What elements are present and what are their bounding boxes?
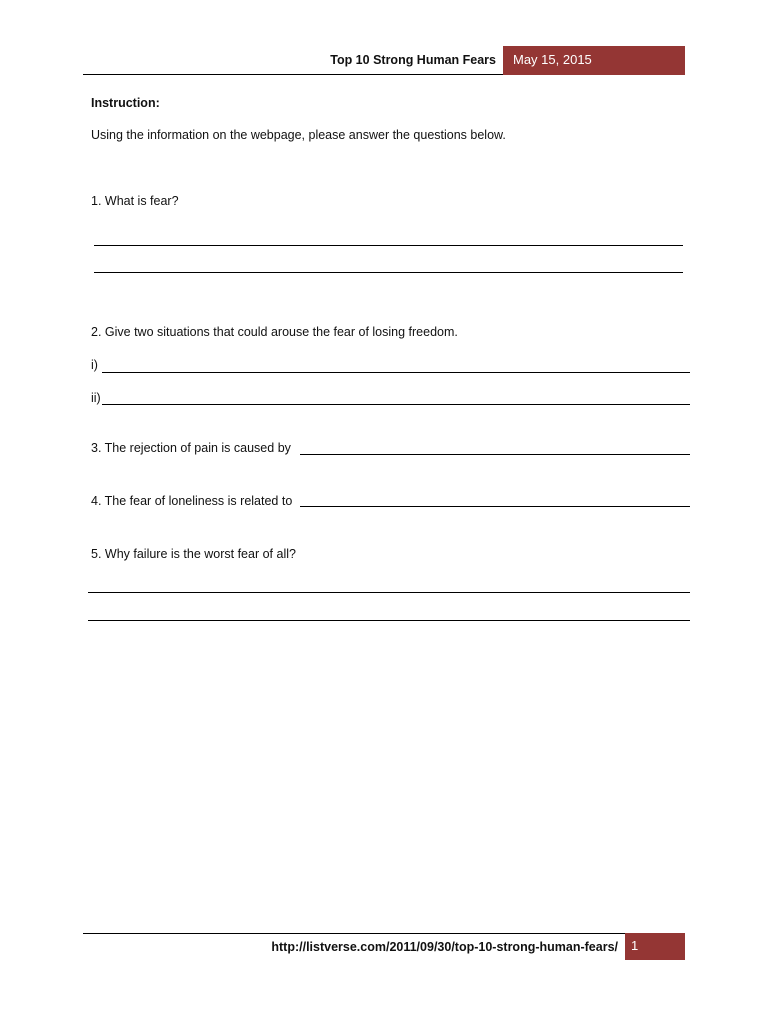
question-5: 5. Why failure is the worst fear of all? [91,547,296,561]
question-2: 2. Give two situations that could arouse the fear of losing freedom. [91,325,458,339]
answer-line-1b[interactable] [94,272,683,273]
header-rule [83,74,503,75]
answer-line-2-ii[interactable] [102,404,690,405]
question-3: 3. The rejection of pain is caused by [91,441,291,455]
page-number-badge: 1 [625,933,685,960]
footer-source-url[interactable]: http://listverse.com/2011/09/30/top-10-strong-human-fears/ [271,940,618,954]
answer-line-3[interactable] [300,454,690,455]
answer-line-4[interactable] [300,506,690,507]
footer-rule [83,933,625,934]
answer-line-5a[interactable] [88,592,690,593]
instruction-text: Using the information on the webpage, please answer the questions below. [91,128,506,142]
header-title: Top 10 Strong Human Fears [330,53,496,67]
question-4: 4. The fear of loneliness is related to [91,494,293,508]
answer-line-1a[interactable] [94,245,683,246]
question-2-item-ii-label: ii) [91,391,101,405]
answer-line-2-i[interactable] [102,372,690,373]
question-1: 1. What is fear? [91,194,179,208]
header-date-badge: May 15, 2015 [503,46,685,75]
question-2-item-i-label: i) [91,358,98,372]
instruction-heading: Instruction: [91,96,160,110]
answer-line-5b[interactable] [88,620,690,621]
